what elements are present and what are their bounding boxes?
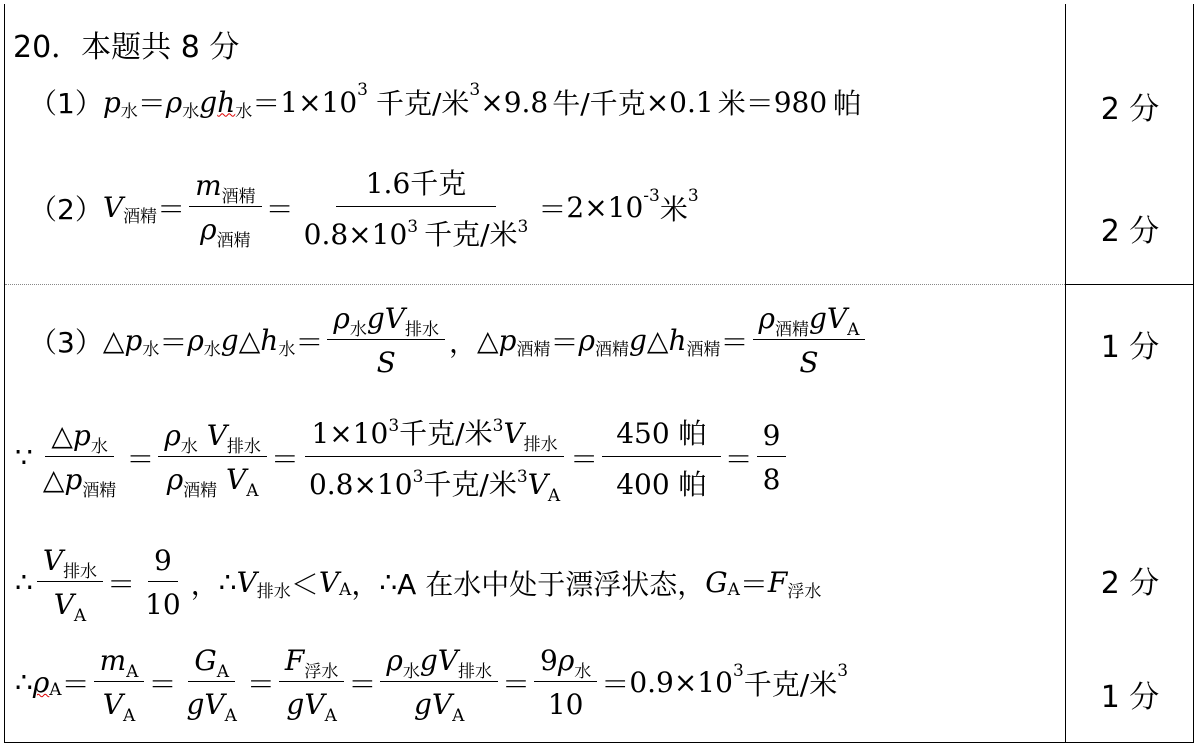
score-part1: 2 分 — [1100, 92, 1160, 127]
fraction: $\frac{9}{8}$ — [757, 419, 787, 496]
fraction: $\frac{\rho_水gV_{排水}}{gV_A}$ — [380, 644, 498, 721]
because-line: ∵ $\frac{\triangle p_水}{\triangle p_{酒精}}$ ＝ $\frac{\rho_水 V_{排水}}{\rho_{酒精} V_A}$ ＝ $\frac{1\times 10^3千克/米^3V_{排水}}{0.8\times 10^3千克/米^3V_A}$ ＝ $\frac{\text{450 帕}}{\text{400 帕}}$ ＝ $\frac{9}{8}$ — [15, 412, 790, 503]
part2-line: （2） V 酒精 ＝ $\frac{m_{酒精}}{\rho_{酒精}}$ ＝ $\frac{\text{1.6千克}}{0.8\times 10^3 千克/米^3}$ ＝ 2×10 -3 米 3 — [29, 162, 699, 253]
score-part3-b: 2 分 — [1100, 566, 1160, 601]
floating-statement: A 在水中处于漂浮状态， — [397, 567, 706, 601]
fraction: $\frac{\rho_水gV_{排水}}{S}$ — [327, 302, 445, 379]
answer-table — [4, 4, 1194, 743]
fraction: $\frac{9}{10}$ — [145, 544, 181, 621]
row-divider-dotted — [5, 284, 1065, 285]
therefore-line-2: ∴ ρ A ＝ $\frac{m_A}{V_A}$ ＝ $\frac{G_A}{gV_A}$ ＝ $\frac{F_{浮水}}{gV_A}$ ＝ $\frac{\rho_水gV_{排水}}{gV_A}$ ＝ $\frac{9\rho_水}{10}$ ＝ 0.9×10 3 千克/米 3 — [15, 644, 849, 726]
score-row-divider — [1066, 284, 1193, 285]
fraction: $\frac{F_{浮水}}{gV_A}$ — [279, 644, 344, 721]
score-part3-a: 1 分 — [1100, 330, 1160, 365]
fraction: $\frac{G_A}{gV_A}$ — [186, 644, 237, 726]
therefore-line-1: ∴ $\frac{V_{排水}}{V_A}$ ＝ $\frac{9}{10}$ ， ∴ V 排水 ＜ V A ， ∴ A 在水中处于漂浮状态， G A ＝ F 浮水 — [15, 544, 822, 626]
fraction: $\frac{\rho_水 V_{排水}}{\rho_{酒精} V_A}$ — [158, 419, 267, 496]
fraction: $\frac{\text{1.6千克}}{0.8\times 10^3 千克/米^3}$ — [298, 162, 535, 253]
fraction: $\frac{9\rho_水}{10}$ — [534, 644, 597, 721]
fraction: $\frac{V_{排水}}{V_A}$ — [37, 544, 103, 621]
part1-label: （1） — [29, 87, 103, 120]
part1-line: （1） p 水 ＝ ρ 水 g h 水 ＝ 1×10 3 千克/米 3 × 9.8 牛/千克 × 0.1 米 ＝ 980 帕 — [29, 80, 862, 122]
part3-label: （3） — [29, 325, 103, 359]
fraction: $\frac{1\times 10^3千克/米^3V_{排水}}{0.8\times 10^3千克/米^3V_A}$ — [303, 412, 566, 503]
column-divider — [1065, 4, 1066, 742]
score-part3-c: 1 分 — [1100, 680, 1160, 715]
part2-label: （2） — [29, 192, 103, 226]
fraction: $\frac{\text{450 帕}}{\text{400 帕}}$ — [602, 412, 720, 503]
score-part2: 2 分 — [1100, 214, 1160, 249]
fraction: $\frac{m_A}{V_A}$ — [94, 644, 145, 721]
part3-line: （3） △ p 水 ＝ ρ 水 g △ h 水 ＝ $\frac{\rho_水gV_{排水}}{S}$ ， △ p 酒精 ＝ ρ 酒精 g △ h 酒精 ＝ $\frac{\rho_{酒精}gV_A}{S}$ — [29, 302, 869, 379]
fraction: $\frac{\triangle p_水}{\triangle p_{酒精}}$ — [42, 419, 117, 501]
fraction: $\frac{\rho_{酒精}gV_A}{S}$ — [753, 302, 866, 379]
fraction: $\frac{m_{酒精}}{\rho_{酒精}}$ — [189, 169, 262, 246]
question-header: 20．本题共 8 分 — [13, 30, 240, 65]
